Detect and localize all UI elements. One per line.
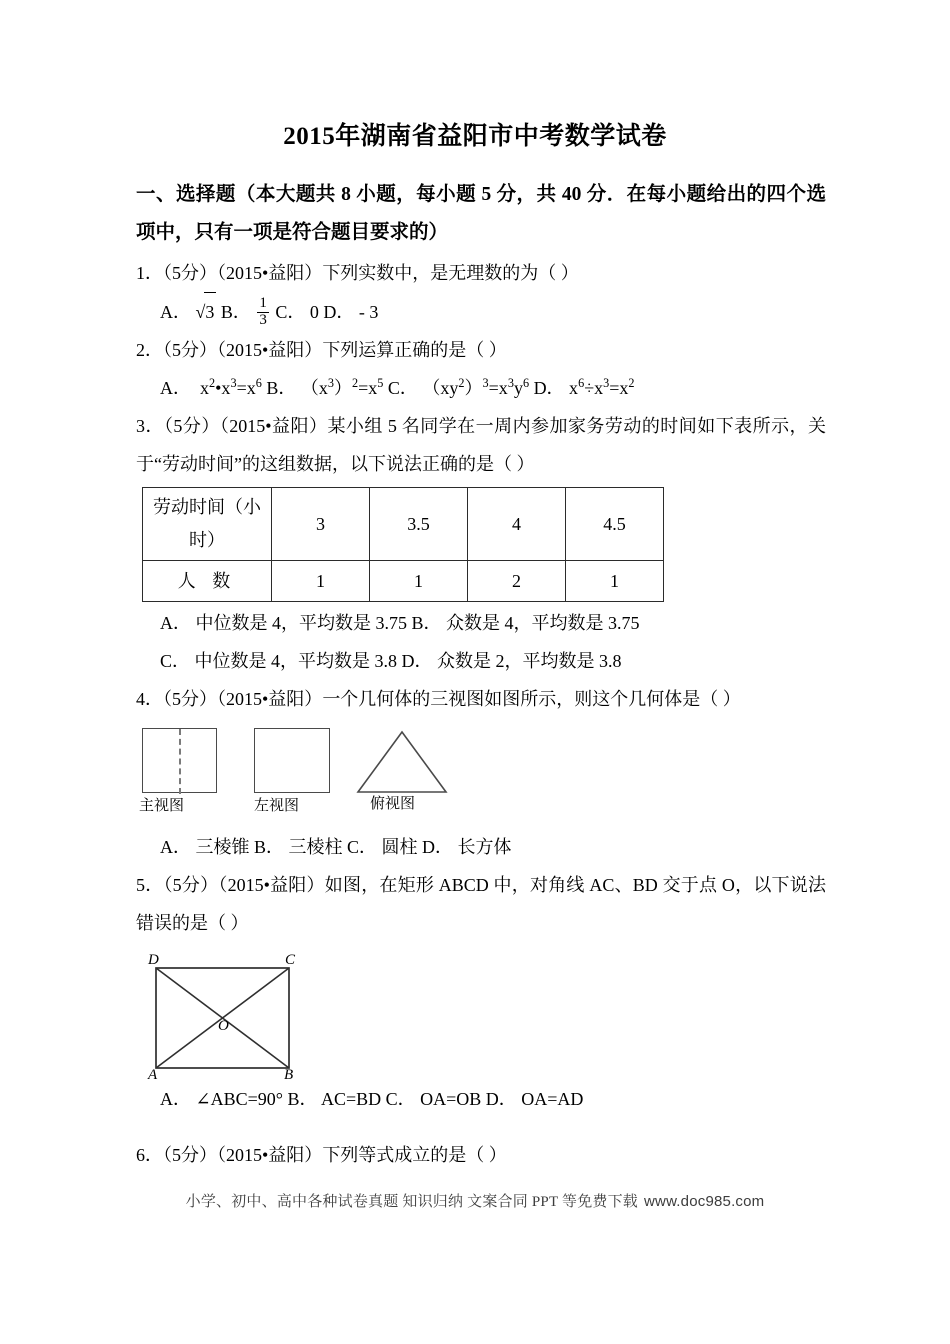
question-1-options — [136, 292, 826, 331]
vertex-label-o: O — [218, 1018, 229, 1034]
vertex-label-b: B — [284, 1067, 294, 1083]
option-d-value: - 3 — [358, 302, 379, 322]
option-b: B． $(x^3)^2=x^5$ — [266, 376, 384, 398]
table-cell-count: 1 — [272, 561, 370, 602]
footer-text: 小学、初中、高中各种试卷真题 知识归纳 文案合同 PPT 等免费下载 — [185, 1194, 639, 1210]
option-c: C． $(xy^2)^3=x^3y^6$ — [387, 376, 530, 398]
question-6-source: （2015•益阳） — [217, 1145, 323, 1165]
front-view — [139, 728, 217, 814]
vertex-label-c: C — [285, 952, 296, 968]
question-4-source: （2015•益阳） — [217, 689, 323, 709]
question-5-score: （5分） — [163, 875, 219, 895]
page-footer — [0, 1190, 950, 1211]
question-2-options — [136, 369, 826, 407]
table-cell-time: 4.5 — [566, 488, 664, 561]
vertex-label-a: A — [148, 1067, 158, 1083]
table-cell-count: 1 — [370, 561, 468, 602]
question-5-source: （2015•益阳） — [218, 875, 325, 895]
side-view-rectangle — [254, 728, 330, 793]
question-3-option-row-1: A． 中位数是 4，平均数是 3.75 B． 众数是 4，平均数是 3.75 — [160, 613, 640, 633]
question-6-score: （5分） — [163, 1145, 217, 1165]
question-3-number: 3． — [136, 416, 164, 436]
option-d-label: D． — [323, 302, 355, 322]
question-5-options — [136, 1080, 826, 1118]
question-6-stem: 下列等式成立的是（ ） — [322, 1145, 507, 1165]
table-cell-time: 4 — [468, 488, 566, 561]
question-2-source: （2015•益阳） — [217, 340, 323, 360]
front-view-dashed-line — [179, 729, 181, 794]
question-3 — [136, 407, 826, 483]
question-1-score: （5分） — [163, 263, 217, 283]
question-3-stem: 某小组 5 名同学在一周内参加家务劳动的时间如下表所示，关于“劳动时间”的这组数据，以下说法正确的是（ ） — [136, 416, 827, 474]
option-a: A． $x^2•x^3=x^6$ — [160, 376, 262, 398]
option-d: D． $x^6\div x^3=x^2$ — [533, 376, 635, 398]
question-4 — [136, 680, 826, 718]
question-4-number: 4． — [136, 689, 163, 709]
table-row-times — [143, 488, 664, 561]
option-c-label: C． — [275, 302, 306, 322]
table-cell-time: 3.5 — [370, 488, 468, 561]
top-view — [354, 728, 450, 812]
question-2-option-row — [160, 369, 826, 407]
fraction-numerator: 1 — [259, 295, 267, 312]
question-2-number: 2． — [136, 340, 163, 360]
question-3-option-row-2: C． 中位数是 4，平均数是 3.8 D． 众数是 2，平均数是 3.8 — [160, 651, 622, 671]
question-4-options — [136, 828, 826, 866]
question-4-option-row-1: A． 三棱锥 B． 三棱柱 C． 圆柱 D． 长方体 — [160, 837, 512, 857]
table-row-header-time: 劳动时间（小时） — [143, 488, 272, 561]
question-1-source: （2015•益阳） — [217, 263, 323, 283]
question-2-stem: 下列运算正确的是（ ） — [322, 340, 507, 360]
table-cell-count: 2 — [468, 561, 566, 602]
table-row-counts — [143, 561, 664, 602]
top-view-label: 俯视图 — [370, 796, 416, 812]
radicand: 3 — [204, 292, 216, 331]
question-1-number: 1． — [136, 263, 163, 283]
question-5-stem: 如图，在矩形 ABCD 中，对角线 AC、BD 交于点 O，以下说法错误的是（ ） — [136, 875, 826, 933]
question-5-option-row-1: A． ∠ABC=90° B． AC=BD C． OA=OB D． OA=AD — [160, 1089, 584, 1109]
three-view-figure — [136, 728, 826, 826]
question-6 — [136, 1136, 826, 1174]
table-cell-time: 3 — [272, 488, 370, 561]
option-a-label: A． — [160, 302, 191, 322]
question-1-option-row — [160, 292, 826, 331]
question-4-stem: 一个几何体的三视图如图所示，则这个几何体是（ ） — [322, 689, 741, 709]
rectangle-abcd-figure — [136, 948, 826, 1083]
side-view-label: 左视图 — [254, 798, 300, 814]
footer-url[interactable]: www.doc985.com — [644, 1193, 765, 1210]
section-heading: 一、选择题（本大题共 8 小题，每小题 5 分，共 40 分．在每小题给出的四个选项中，只有一项是符合题目要求的） — [136, 184, 826, 243]
question-1 — [136, 254, 826, 292]
question-5-number: 5． — [136, 875, 164, 895]
document-body — [136, 176, 826, 1174]
option-c-value: 0 — [309, 302, 319, 322]
question-3-options — [136, 604, 826, 680]
question-2 — [136, 331, 826, 369]
rectangle-diagonals-svg — [150, 954, 310, 1076]
question-5 — [136, 866, 826, 942]
page-title: 2015年湖南省益阳市中考数学试卷 — [283, 123, 667, 150]
top-view-triangle — [354, 728, 450, 796]
question-4-score: （5分） — [163, 689, 217, 709]
sqrt-icon: √3 — [196, 302, 217, 322]
side-view — [254, 728, 330, 814]
vertex-label-d: D — [148, 952, 159, 968]
option-b-label: B． — [220, 302, 251, 322]
question-2-score: （5分） — [163, 340, 217, 360]
question-6-number: 6． — [136, 1145, 163, 1165]
fraction-one-third — [257, 296, 269, 329]
table-row-header-count: 人 数 — [143, 561, 272, 602]
fraction-denominator: 3 — [259, 312, 267, 329]
front-view-label: 主视图 — [139, 798, 185, 814]
question-1-stem: 下列实数中，是无理数的为（ ） — [322, 263, 579, 283]
question-3-source: （2015•益阳） — [219, 416, 328, 436]
front-view-rectangle — [142, 728, 217, 793]
labor-time-table — [142, 487, 664, 602]
table-cell-count: 1 — [566, 561, 664, 602]
question-3-score: （5分） — [163, 416, 220, 436]
